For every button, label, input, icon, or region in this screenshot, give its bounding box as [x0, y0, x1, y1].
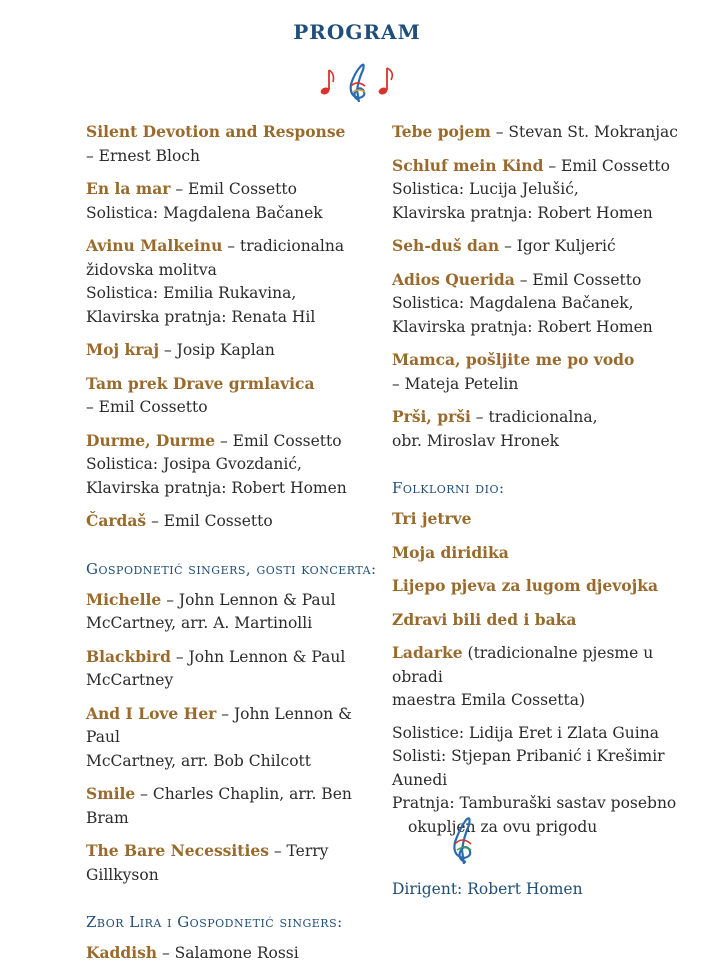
entry-detail: maestra Emila Cossetta)	[392, 691, 585, 709]
program-entry	[392, 608, 692, 633]
entry-detail: židovska molitva	[86, 260, 217, 279]
program-entry	[86, 338, 386, 363]
composer: – John Lennon & Paul	[86, 704, 352, 746]
piece-title: Lijepo pjeva za lugom djevojka	[392, 576, 658, 595]
entry-detail: McCartney	[86, 671, 174, 689]
composer: (tradicionalne pjesme u obradi	[392, 644, 654, 686]
program-entry	[86, 941, 386, 966]
piece-title: Mamca, pošljite me po vodo	[392, 350, 635, 369]
entry-detail: Klavirska pratnja: Robert Homen	[86, 478, 347, 497]
program-entry	[86, 509, 386, 534]
program-entry	[86, 645, 386, 693]
entry-detail: Solistica: Josipa Gvozdanić,	[86, 455, 302, 473]
program-entry	[86, 372, 386, 420]
piece-title: Schluf mein Kind	[392, 155, 544, 175]
left-column	[86, 120, 386, 975]
composer: – Stevan St. Mokranjac	[490, 123, 678, 141]
composer: – tradicionalna	[222, 237, 345, 255]
program-entry	[86, 429, 386, 501]
composer: – Emil Cossetto	[170, 180, 297, 198]
program-entry	[86, 782, 386, 830]
composer: – Igor Kuljerić	[499, 237, 616, 255]
conductor-credit: Dirigent: Robert Homen	[392, 880, 583, 898]
entry-detail: – Emil Cossetto	[86, 398, 208, 416]
entry-detail: Solistica: Lucija Jelušić,	[392, 180, 579, 198]
entry-detail: Solistica: Emilia Rukavina,	[86, 284, 297, 302]
soloist-line: Solisti: Stjepan Pribanić i Krešimir Aunedi	[392, 747, 665, 789]
entry-detail: Solistica: Magdalena Bačanek,	[392, 294, 634, 312]
program-entry	[392, 405, 692, 453]
entry-detail: Klavirska pratnja: Robert Homen	[392, 203, 653, 222]
piece-title: Tam prek Drave grmlavica	[86, 373, 315, 393]
entry-detail: obr. Miroslav Hronek	[392, 431, 560, 450]
program-entry	[392, 507, 692, 532]
section-heading: Folklorni dio:	[392, 479, 505, 497]
composer: – Emil Cossetto	[543, 156, 670, 175]
piece-title: Ladarke	[392, 643, 463, 662]
piece-title: Adios Querida	[392, 269, 515, 289]
composer: – Josip Kaplan	[159, 341, 275, 359]
entry-detail: McCartney, arr. Bob Chilcott	[86, 751, 312, 770]
piece-title: Zdravi bili ded i baka	[392, 609, 577, 629]
soloist-line: Solistice: Lidija Eret i Zlata Guina	[392, 723, 659, 742]
composer: – John Lennon & Paul	[161, 590, 336, 609]
treble-clef-icon	[444, 812, 484, 866]
page-title: PROGRAM	[293, 20, 421, 44]
composer: – Terry Gillkyson	[86, 842, 329, 884]
piece-title: En la mar	[86, 179, 171, 198]
piece-title: Silent Devotion and Response	[86, 122, 346, 141]
program-entry	[86, 177, 386, 225]
composer: – Emil Cossetto	[514, 270, 642, 289]
composer: – Emil Cossetto	[215, 431, 342, 450]
entry-detail: Klavirska pratnja: Robert Homen	[392, 317, 653, 336]
program-entry	[86, 702, 386, 774]
program-entry	[86, 588, 386, 636]
program-entry	[392, 348, 692, 396]
piece-title: And I Love Her	[86, 703, 217, 723]
program-entry	[392, 574, 692, 599]
piece-title: Avinu Malkeinu	[86, 236, 223, 255]
piece-title: The Bare Necessities	[86, 841, 269, 860]
piece-title: Tebe pojem	[392, 122, 491, 141]
program-entry	[86, 234, 386, 329]
composer: – John Lennon & Paul	[170, 647, 346, 666]
entry-detail: Klavirska pratnja: Renata Hil	[86, 307, 316, 326]
program-entry	[392, 234, 692, 259]
piece-title: Kaddish	[86, 943, 158, 962]
piece-title: Tri jetrve	[392, 509, 472, 528]
program-entry	[392, 120, 692, 145]
music-note-icon	[320, 70, 334, 96]
program-entry	[392, 541, 692, 566]
piece-title: Durme, Durme	[86, 430, 216, 450]
entry-detail: – Ernest Bloch	[86, 146, 201, 165]
piece-title: Michelle	[86, 589, 162, 609]
composer: – tradicionalna,	[470, 408, 598, 426]
piece-title: Smile	[86, 784, 136, 803]
piece-title: Moja diridika	[392, 542, 509, 562]
entry-detail: McCartney, arr. A. Martinolli	[86, 614, 313, 632]
program-entry	[86, 839, 386, 887]
entry-detail: Solistica: Magdalena Bačanek	[86, 203, 323, 222]
piece-title: Seh-duš dan	[392, 236, 500, 255]
program-entry	[392, 268, 692, 340]
piece-title: Čardaš	[86, 511, 147, 530]
piece-title: Prši, prši	[392, 407, 471, 426]
music-notes-ornament	[0, 58, 714, 104]
music-note-icon	[378, 68, 393, 96]
section-heading: Gospodnetić singers, gosti koncerta:	[86, 559, 377, 578]
piece-title: Moj kraj	[86, 340, 160, 359]
soloists-block	[392, 722, 692, 840]
entry-detail: – Mateja Petelin	[392, 374, 519, 393]
soloist-line: okupljen za ovu prigodu	[408, 817, 598, 836]
composer: – Salamone Rossi	[157, 944, 299, 962]
treble-clef-icon	[351, 65, 365, 102]
piece-title: Blackbird	[86, 646, 171, 666]
right-column	[392, 120, 692, 848]
program-entry	[392, 641, 692, 713]
composer: – Charles Chaplin, arr. Ben Bram	[86, 785, 352, 827]
program-entry	[86, 120, 386, 168]
section-heading: Zbor Lira i Gospodnetić singers:	[86, 913, 343, 931]
composer: – Emil Cossetto	[146, 512, 273, 530]
soloist-line: Pratnja: Tamburaški sastav posebno	[392, 794, 677, 812]
program-entry	[392, 154, 692, 226]
